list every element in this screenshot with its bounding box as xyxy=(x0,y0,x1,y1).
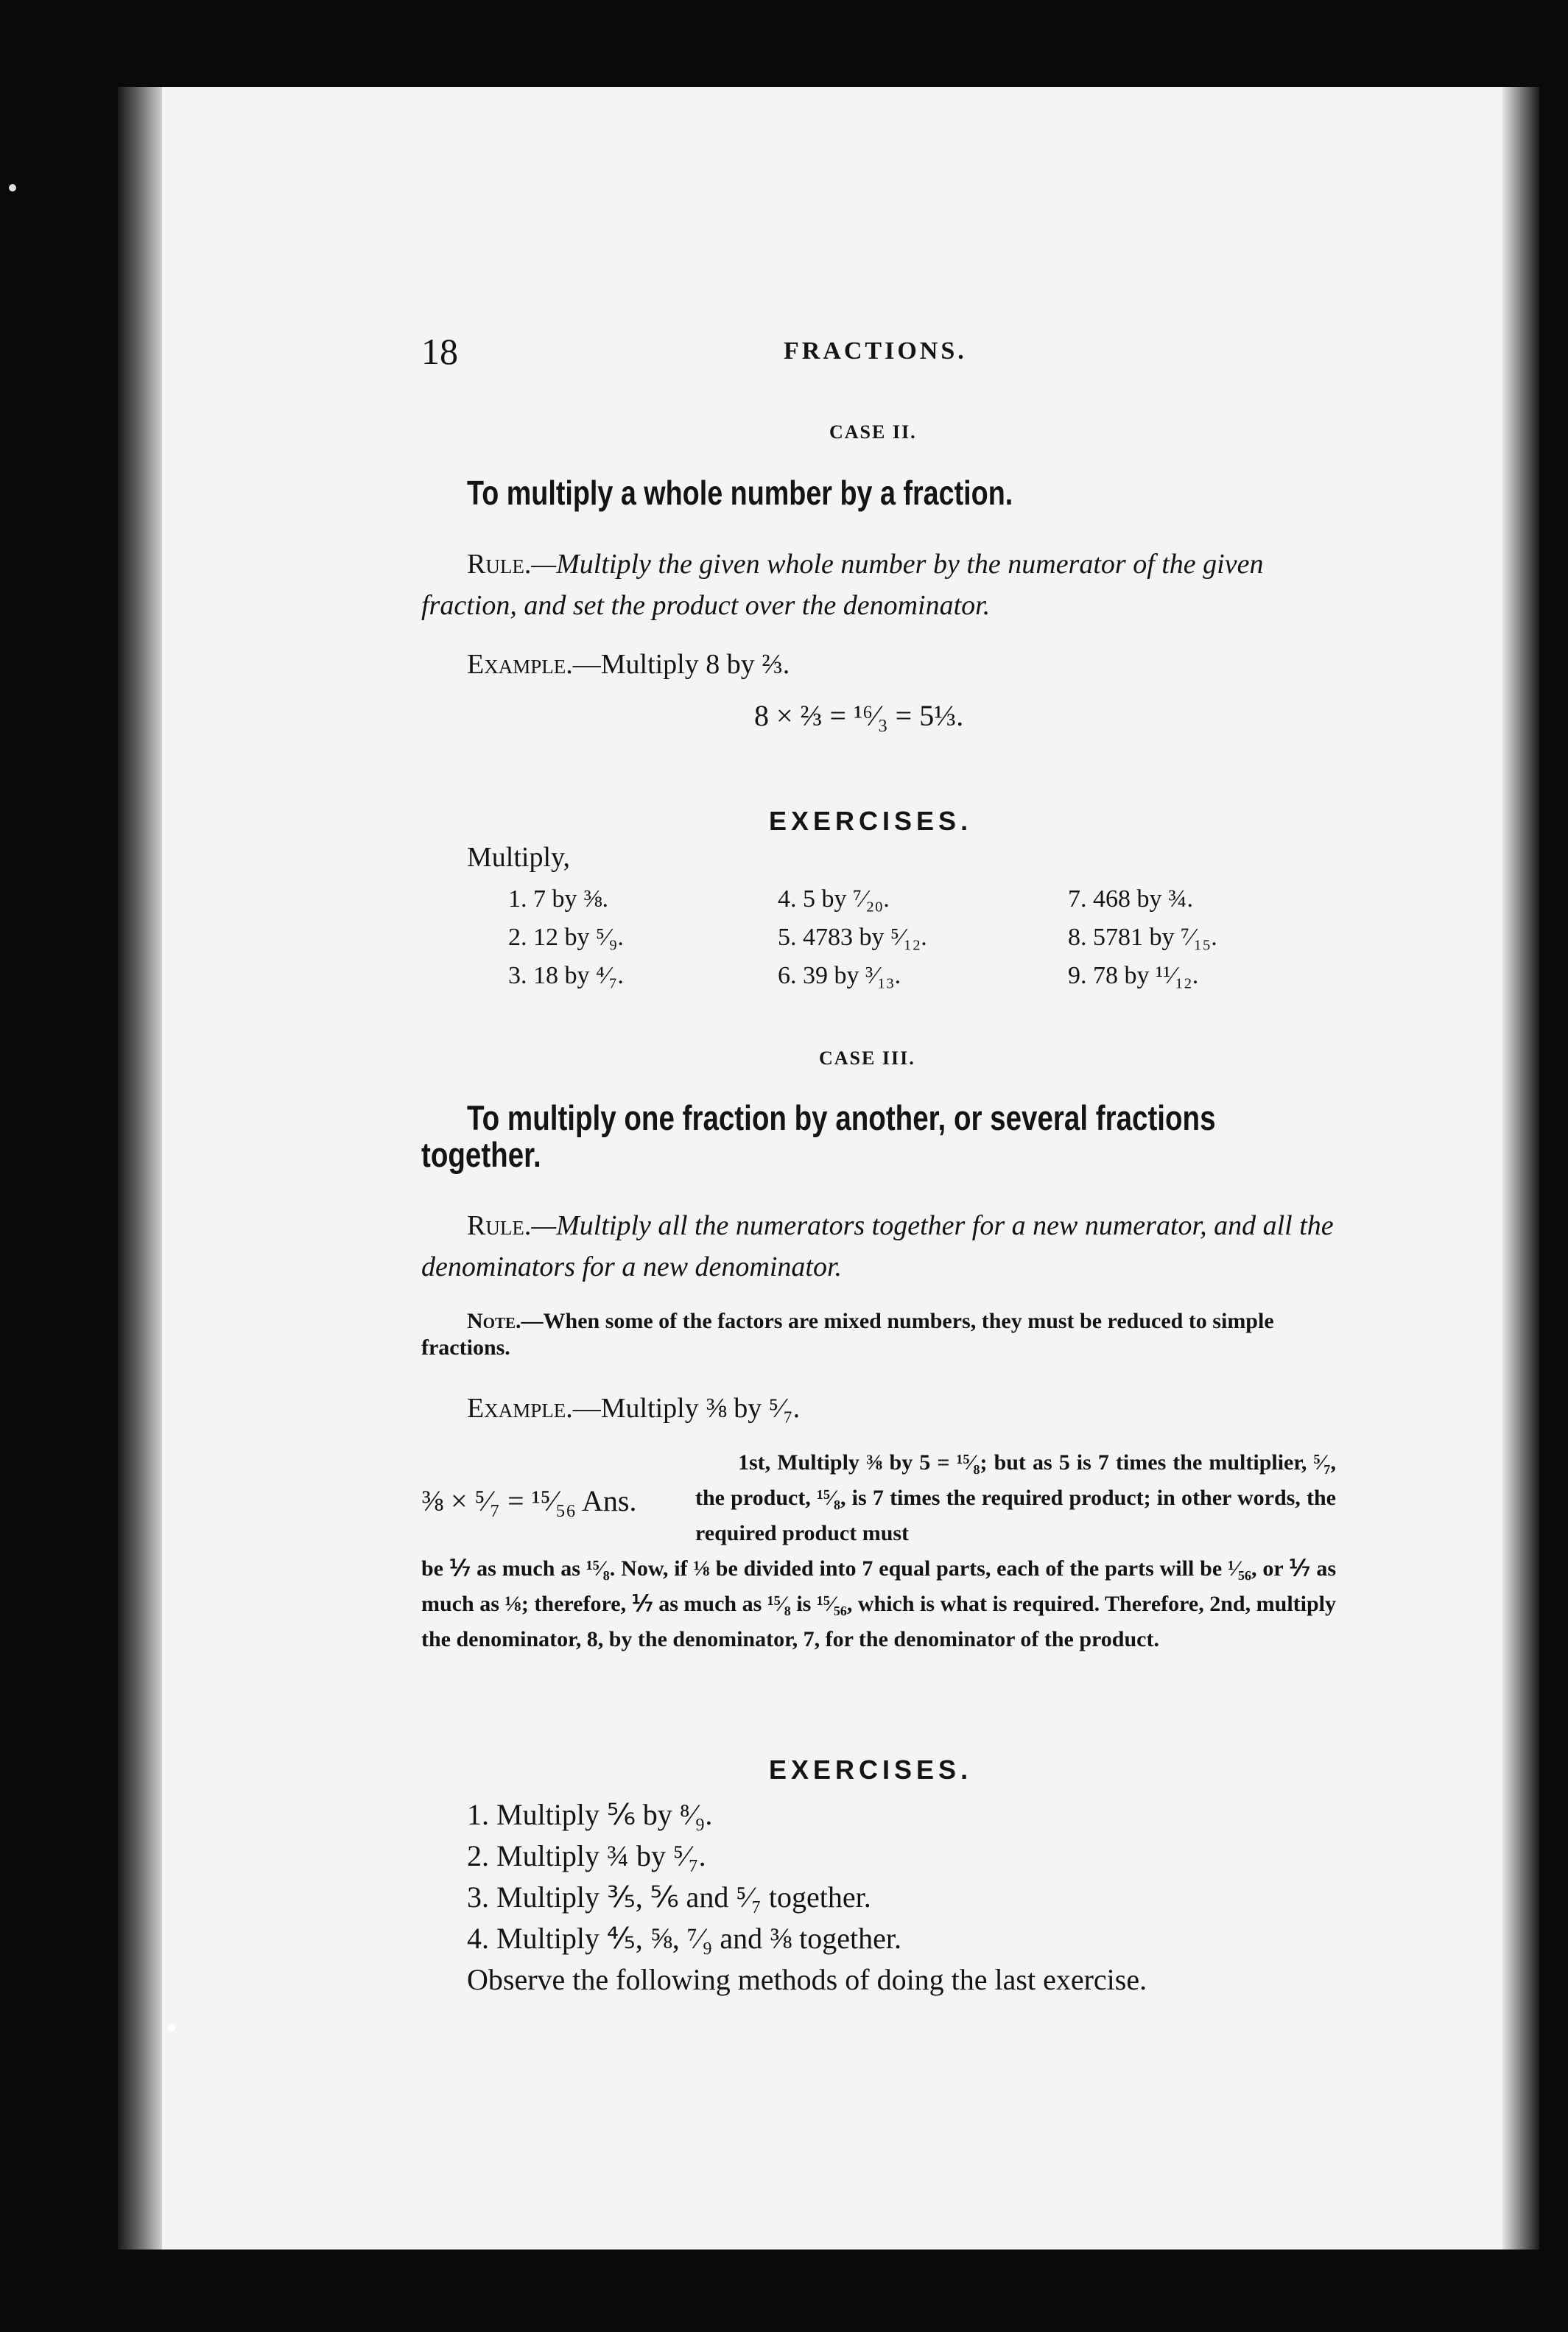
case-iii-equation: ⅜ × ⁵⁄₇ = ¹⁵⁄₅₆ Ans. xyxy=(421,1484,637,1517)
exercise-item: 1. 7 by ⅜. xyxy=(508,885,608,913)
exercise-item: 7. 468 by ¾. xyxy=(1068,885,1193,913)
rule-label: Rule. xyxy=(467,1210,532,1241)
case-ii-example xyxy=(467,644,790,685)
case-iii-heading-cont: together. xyxy=(421,1135,541,1174)
case-iii-note xyxy=(421,1308,1342,1361)
case-iii-example xyxy=(467,1388,800,1429)
case-iii-rule xyxy=(421,1205,1342,1288)
note-text: —When some of the factors are mixed numbers, they must be reduced to simple fractions. xyxy=(421,1309,1274,1360)
exercise-item: 1. Multiply ⅚ by ⁸⁄₉. xyxy=(467,1798,713,1831)
book-spine xyxy=(118,87,162,2250)
case-ii-rule xyxy=(421,544,1342,626)
example-label: Example. xyxy=(467,649,573,680)
case-ii-equation: 8 × ⅔ = ¹⁶⁄₃ = 5⅓. xyxy=(754,699,964,732)
case-iii-label: CASE III. xyxy=(819,1047,915,1069)
speck xyxy=(9,184,16,192)
running-title: FRACTIONS. xyxy=(784,337,967,365)
case-iii-explanation-top: 1st, Multiply ⅜ by 5 = ¹⁵⁄₈; but as 5 is 7 times the multiplier, ⁵⁄₇, the product, ¹⁵⁄₈, is 7 times the required product; in other words, the required product must xyxy=(695,1450,1336,1545)
exercise-item: 3. Multiply ⅗, ⅚ and ⁵⁄₇ together. xyxy=(467,1880,871,1914)
exercises-heading: EXERCISES. xyxy=(769,1755,973,1785)
exercise-item: 2. 12 by ⁵⁄₉. xyxy=(508,924,624,951)
example-text: —Multiply ⅜ by ⁵⁄₇. xyxy=(572,1393,801,1424)
example-text: —Multiply 8 by ⅔. xyxy=(572,649,790,680)
exercise-item: 8. 5781 by ⁷⁄₁₅. xyxy=(1068,924,1217,951)
case-iii-explanation: be ⅐ as much as ¹⁵⁄₈. Now, if ⅛ be divided into 7 equal parts, each of the parts will be ¹⁄₅₆, or ⅐ as much as ⅛; therefore, ⅐ as much as ¹⁵⁄₈ is ¹⁵⁄₅₆, which is what is required. Therefore, 2nd, multiply the denominator, 8, by the denominator, 7, for the denominator of the product. xyxy=(421,1556,1336,1651)
exercise-item: 9. 78 by ¹¹⁄₁₂. xyxy=(1068,962,1199,989)
speck xyxy=(168,2024,175,2031)
page-edge xyxy=(1502,87,1539,2250)
case-ii-label: CASE II. xyxy=(829,421,917,443)
case-iii-heading: To multiply one fraction by another, or several fractions xyxy=(467,1098,1216,1137)
rule-text: —Multiply all the numerators together for a new numerator, and all the denominators for a new denominator. xyxy=(421,1210,1334,1282)
exercise-item: 5. 4783 by ⁵⁄₁₂. xyxy=(778,924,927,951)
note-label: Note. xyxy=(467,1309,521,1333)
closing-line: Observe the following methods of doing the last exercise. xyxy=(467,1963,1147,1996)
exercises-heading: EXERCISES. xyxy=(769,806,973,836)
exercise-item: 3. 18 by ⁴⁄₇. xyxy=(508,962,624,989)
exercise-item: 4. 5 by ⁷⁄₂₀. xyxy=(778,885,890,913)
example-label: Example. xyxy=(467,1393,573,1424)
exercise-item: 2. Multiply ¾ by ⁵⁄₇. xyxy=(467,1839,706,1872)
exercise-item: 4. Multiply ⅘, ⅝, ⁷⁄₉ and ⅜ together. xyxy=(467,1922,901,1955)
exercises-intro: Multiply, xyxy=(467,842,571,873)
rule-text: —Multiply the given whole number by the numerator of the given fraction, and set the product over the denominator. xyxy=(421,549,1264,621)
page-number: 18 xyxy=(421,331,458,372)
rule-label: Rule. xyxy=(467,549,532,580)
case-ii-heading: To multiply a whole number by a fraction. xyxy=(467,474,1013,512)
exercise-item: 6. 39 by ³⁄₁₃. xyxy=(778,962,901,989)
